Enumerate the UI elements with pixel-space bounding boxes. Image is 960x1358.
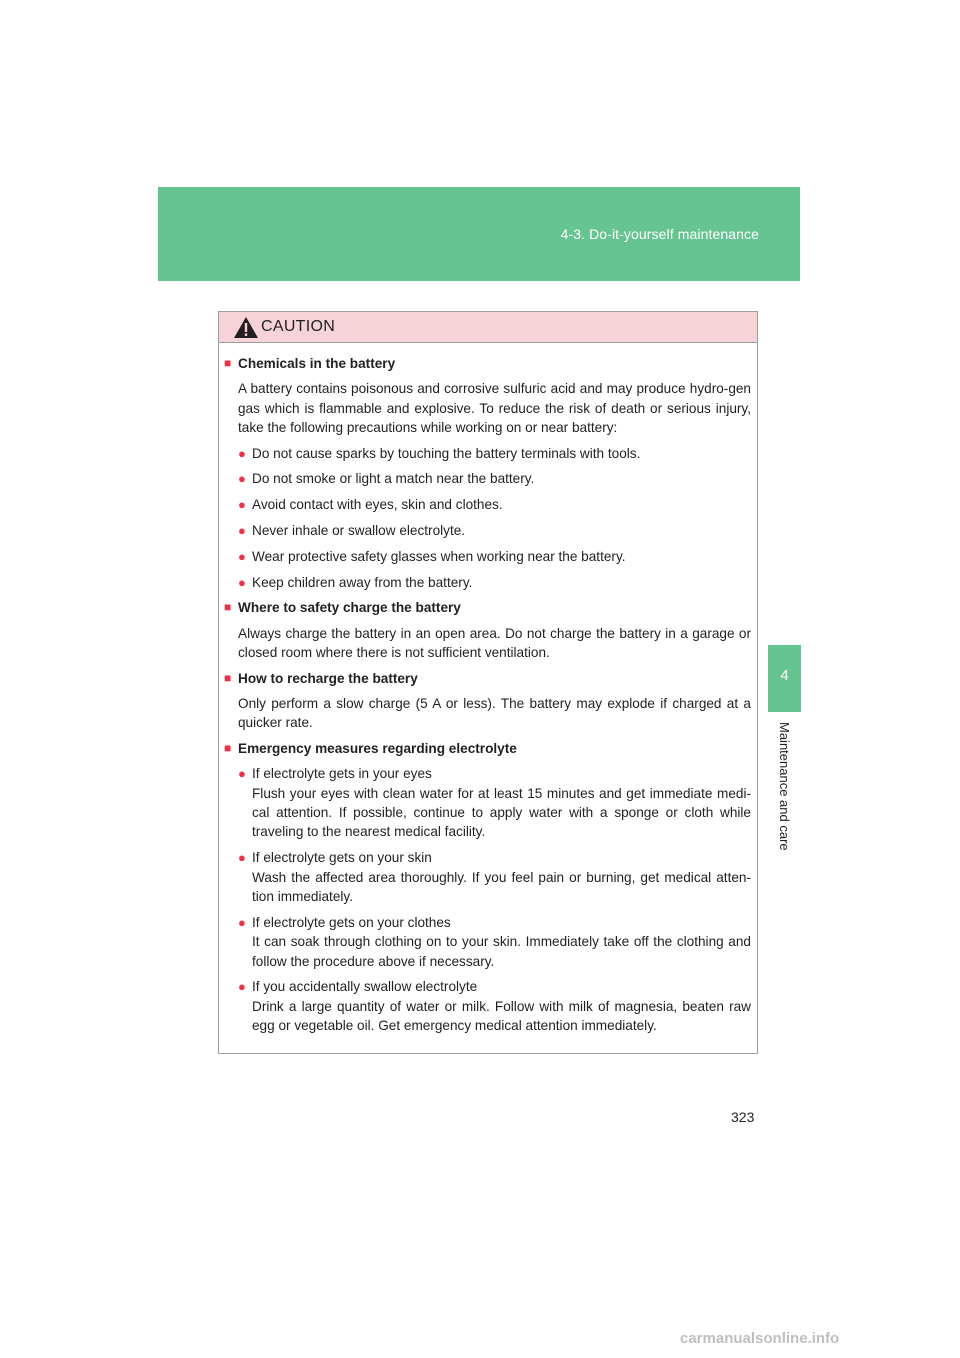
list-item: ● Wear protective safety glasses when working near the battery. [238,547,751,566]
list-item: ● Avoid contact with eyes, skin and clothes. [238,495,751,514]
page-number: 323 [731,1109,755,1125]
list-item [238,848,751,906]
bullet-icon: ● [238,548,246,564]
section-paragraph: Only perform a slow charge (5 A or less). The battery may explode if charged at a quicker rate. [238,696,751,731]
bullet-icon: ● [238,497,246,513]
header-band [158,187,800,281]
warning-triangle-icon [233,316,259,339]
caution-title: CAUTION [261,318,336,335]
section-heading: ■ How to recharge the battery [224,670,418,686]
list-item [238,913,751,971]
list-item-title: If electrolyte gets on your clothes [252,914,451,930]
list-item [238,977,751,1035]
chapter-tab [768,645,801,712]
caution-body [219,343,757,1036]
section-paragraph: A battery contains poisonous and corrosive sulfuric acid and may produce hydro-gen gas which is flammable and explosive. To reduce the risk of death or serious injury, take the following precautions while working on or near battery: [238,381,751,436]
list-item-text: Wash the affected area thoroughly. If you feel pain or burning, get medical atten-tion immediately. [252,869,751,905]
caution-box [218,311,758,1054]
list-item-text: It can soak through clothing on to your skin. Immediately take off the clothing and follow the procedure above if necessary. [252,934,751,969]
bullet-icon: ● [238,979,246,995]
list-item: ● Keep children away from the battery. [238,573,751,592]
list-item-text: Flush your eyes with clean water for at least 15 minutes and get immediate medi-cal attention. If possible, continue to apply water with a sponge or cloth while traveling to the nearest medical facility. [252,785,751,840]
chapter-number: 4 [780,667,789,684]
bullet-icon: ● [238,471,246,487]
watermark[interactable]: carmanualsonline.info [680,1330,840,1347]
bullet-icon: ● [238,850,246,866]
section-title: 4-3. Do-it-yourself maintenance [560,226,759,242]
list-item: ● Do not cause sparks by touching the battery terminals with tools. [238,444,751,463]
list-item-title: If electrolyte gets on your skin [252,850,432,866]
section-paragraph: Always charge the battery in an open area. Do not charge the battery in a garage or closed room where there is not sufficient ventilation. [238,625,751,661]
section-heading: ■ Emergency measures regarding electrolyte [224,740,517,756]
chapter-label: Maintenance and care [777,722,792,851]
list-item: ● Do not smoke or light a match near the battery. [238,469,751,488]
list-item [238,764,751,842]
list-item-title: If electrolyte gets in your eyes [252,766,432,782]
bullet-icon: ● [238,766,246,782]
bullet-icon: ● [238,574,246,590]
bullet-icon: ● [238,523,246,539]
list-item-title: If you accidentally swallow electrolyte [252,979,478,995]
section-heading: ■ Chemicals in the battery [224,356,396,371]
bullet-icon: ● [238,445,246,461]
bullet-icon: ● [238,914,246,930]
section-heading: ■ Where to safety charge the battery [224,600,461,616]
caution-header [219,312,757,343]
list-item-text: Drink a large quantity of water or milk. Follow with milk of magnesia, beaten raw egg or vegetable oil. Get emergency medical attention immediately. [252,998,751,1034]
list-item: ● Never inhale or swallow electrolyte. [238,521,751,540]
